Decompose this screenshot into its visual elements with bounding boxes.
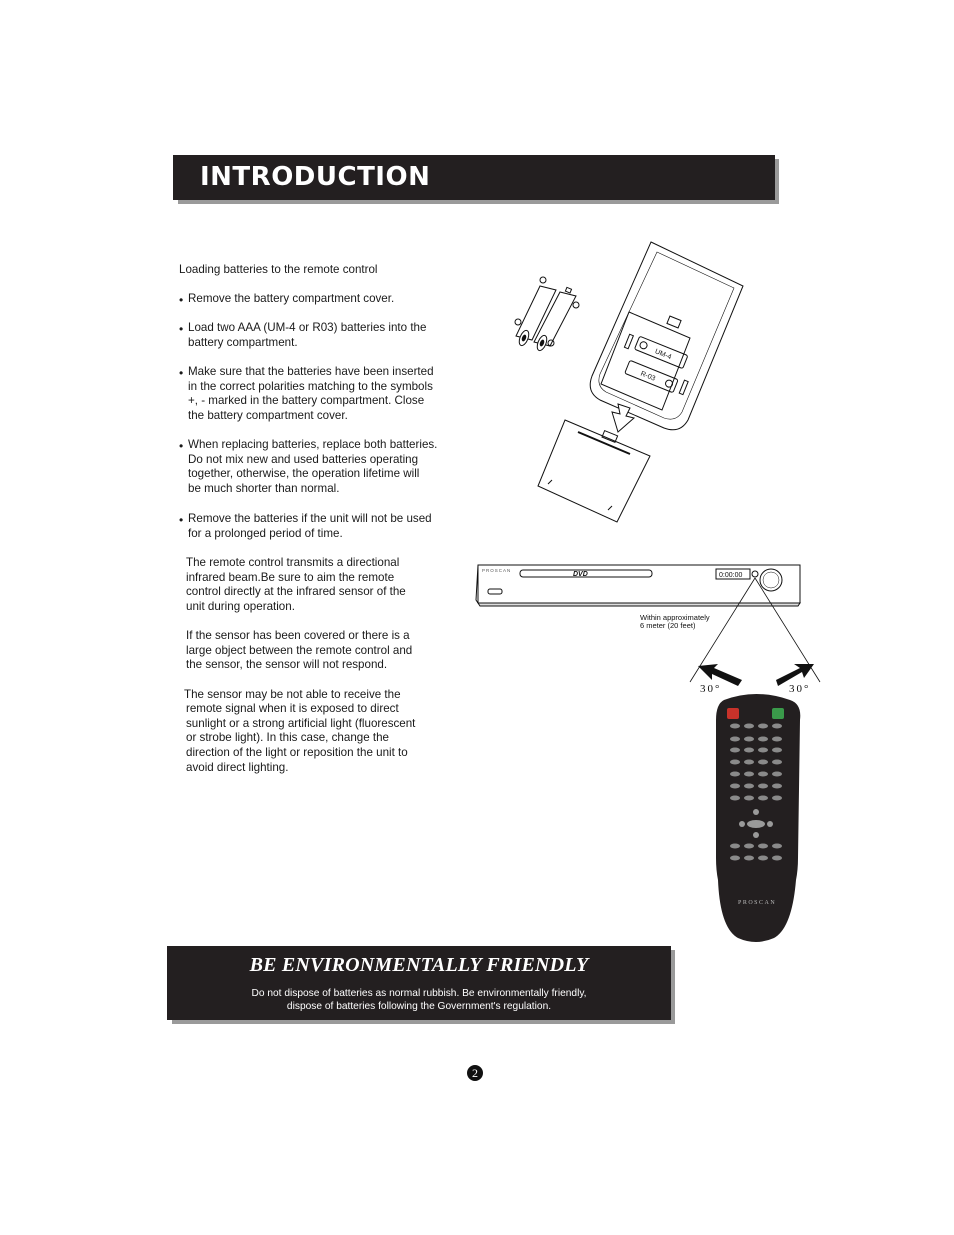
remote-key: [730, 737, 740, 742]
remote-key: [772, 737, 782, 742]
batteries-illustration: [515, 277, 579, 352]
bullet-remove-unused: • Remove the batteries if the unit will not be used for a prolonged period of time.: [179, 512, 432, 541]
remote-key: [730, 796, 740, 801]
sensor-paragraph-aim: The remote control transmits a directional infrared beam.Be sure to aim the remote control directly at the infrared sensor of the unit during operation.: [186, 556, 406, 614]
range-label-line2: 6 meter (20 feet): [640, 621, 696, 630]
page-title: INTRODUCTION: [173, 155, 775, 200]
env-title: BE ENVIRONMENTALLY FRIENDLY: [249, 954, 589, 976]
remote-key: [730, 784, 740, 789]
remote-key: [744, 796, 754, 801]
bullet-load-batteries: • Load two AAA (UM-4 or R03) batteries into the battery compartment.: [179, 321, 426, 350]
battery-label-um4: UM-4: [653, 348, 673, 362]
battery-cover-illustration: [538, 420, 650, 522]
remote-key: [744, 737, 754, 742]
remote-key: [772, 724, 782, 729]
remote-key: [758, 856, 768, 861]
env-banner: [167, 946, 671, 1020]
power-key: [727, 708, 739, 719]
remote-key: [730, 844, 740, 849]
insert-arrow-icon: [612, 404, 634, 432]
eject-key: [772, 708, 784, 719]
remote-key: [758, 748, 768, 753]
remote-key: [758, 796, 768, 801]
remote-key: [758, 760, 768, 765]
remote-key: [758, 844, 768, 849]
remote-key: [772, 844, 782, 849]
remote-key: [744, 784, 754, 789]
angle-label-right: 30°: [789, 683, 811, 695]
remote-key: [772, 772, 782, 777]
bullet-replace-both: • When replacing batteries, replace both batteries. Do not mix new and used batteries operating together, otherwise, the operation lifetime will be much shorter than normal.: [179, 438, 437, 497]
remote-key: [772, 760, 782, 765]
remote-key: [744, 772, 754, 777]
dvd-logo: DVD: [573, 571, 588, 578]
battery-label-r03: R-03: [639, 370, 657, 383]
remote-key: [772, 856, 782, 861]
remote-key: [772, 784, 782, 789]
remote-key: [758, 772, 768, 777]
remote-key: [730, 760, 740, 765]
loading-heading: Loading batteries to the remote control: [179, 263, 378, 276]
bullet-remove-cover: • Remove the battery compartment cover.: [179, 292, 394, 307]
remote-key: [758, 737, 768, 742]
remote-key: [730, 724, 740, 729]
remote-front-illustration: [716, 694, 800, 942]
remote-key: [744, 844, 754, 849]
remote-brand-label: PROSCAN: [738, 900, 777, 906]
bullet-polarity: • Make sure that the batteries have been inserted in the correct polarities matching to the symbols +, - marked in the battery compartment. Close the battery compartment cover.: [179, 365, 434, 424]
remote-key: [744, 748, 754, 753]
remote-key: [758, 784, 768, 789]
remote-key: [744, 856, 754, 861]
dvd-display-readout: 0:00:00: [719, 572, 743, 579]
remote-key: [730, 772, 740, 777]
remote-key: [772, 748, 782, 753]
remote-key: [772, 796, 782, 801]
dvd-player-illustration: [476, 565, 800, 606]
dvd-brand-label: PROSCAN: [482, 568, 512, 573]
remote-key: [730, 748, 740, 753]
env-body: Do not dispose of batteries as normal rubbish. Be environmentally friendly, dispose of batteries following the Government's regulation.: [251, 988, 587, 1012]
range-label-line1: Within approximately: [640, 613, 710, 622]
angle-label-left: 30°: [700, 683, 722, 695]
page-number: 2: [467, 1065, 483, 1081]
remote-back-illustration: [590, 242, 743, 430]
sensor-note-first-line: The sensor may be not able to receive the: [184, 688, 401, 701]
sensor-paragraph-obstruction: If the sensor has been covered or there is a large object between the remote control and the sensor, the sensor will not respond.: [186, 629, 413, 672]
remote-key: [730, 856, 740, 861]
remote-key: [758, 724, 768, 729]
remote-key: [744, 760, 754, 765]
sensor-note-rest: remote signal when it is exposed to direct sunlight or a strong artificial light (fluorescent or strobe light). In this case, change the direction of the light or reposition the unit to avoid direct lighting.: [186, 702, 416, 774]
remote-key: [744, 724, 754, 729]
